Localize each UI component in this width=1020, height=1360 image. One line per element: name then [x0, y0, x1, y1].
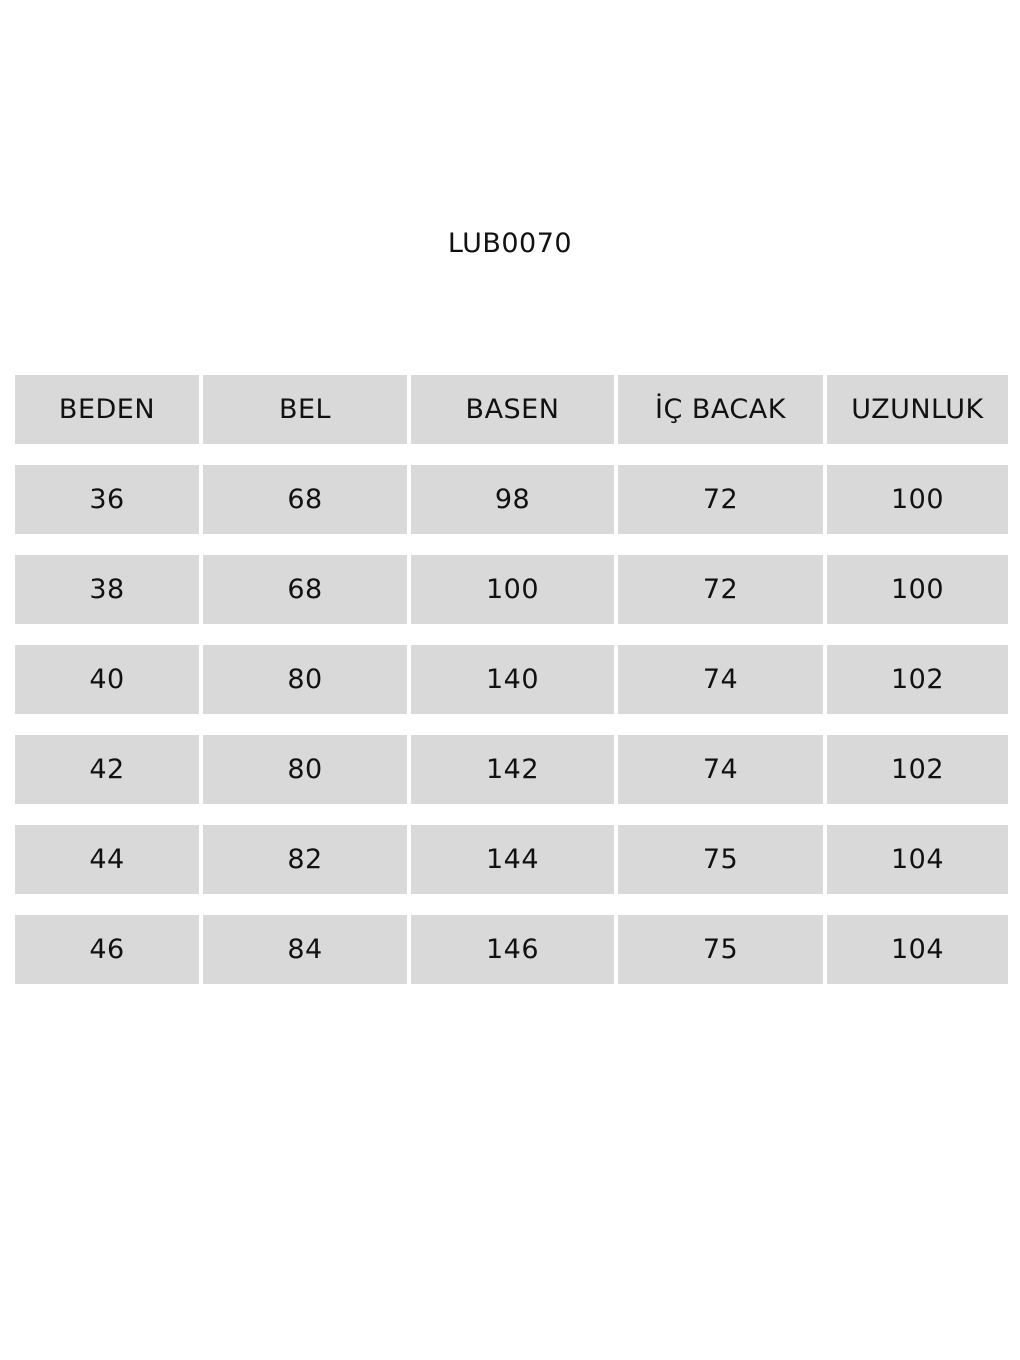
- table-cell: 74: [618, 735, 823, 804]
- table-cell: 44: [15, 825, 199, 894]
- table-cell: 80: [203, 645, 407, 714]
- table-cell: 146: [411, 915, 614, 984]
- table-cell: 36: [15, 465, 199, 534]
- header-cell-beden: BEDEN: [15, 375, 199, 444]
- header-cell-bel: BEL: [203, 375, 407, 444]
- table-cell: 140: [411, 645, 614, 714]
- size-chart-table: [15, 375, 1004, 984]
- table-cell: 80: [203, 735, 407, 804]
- table-cell: 68: [203, 465, 407, 534]
- table-cell: 104: [827, 915, 1008, 984]
- table-cell: 100: [411, 555, 614, 624]
- header-cell-uzunluk: UZUNLUK: [827, 375, 1008, 444]
- table-cell: 72: [618, 465, 823, 534]
- header-cell-ic-bacak: İÇ BACAK: [618, 375, 823, 444]
- table-cell: 104: [827, 825, 1008, 894]
- table-cell: 82: [203, 825, 407, 894]
- table-cell: 40: [15, 645, 199, 714]
- table-cell: 84: [203, 915, 407, 984]
- table-cell: 98: [411, 465, 614, 534]
- table-cell: 74: [618, 645, 823, 714]
- table-cell: 75: [618, 915, 823, 984]
- table-cell: 72: [618, 555, 823, 624]
- product-code-title: LUB0070: [447, 228, 573, 259]
- table-cell: 142: [411, 735, 614, 804]
- table-cell: 102: [827, 735, 1008, 804]
- table-cell: 144: [411, 825, 614, 894]
- table-cell: 100: [827, 555, 1008, 624]
- table-cell: 68: [203, 555, 407, 624]
- header-cell-basen: BASEN: [411, 375, 614, 444]
- table-cell: 75: [618, 825, 823, 894]
- table-cell: 42: [15, 735, 199, 804]
- table-cell: 100: [827, 465, 1008, 534]
- table-cell: 102: [827, 645, 1008, 714]
- table-cell: 46: [15, 915, 199, 984]
- table-cell: 38: [15, 555, 199, 624]
